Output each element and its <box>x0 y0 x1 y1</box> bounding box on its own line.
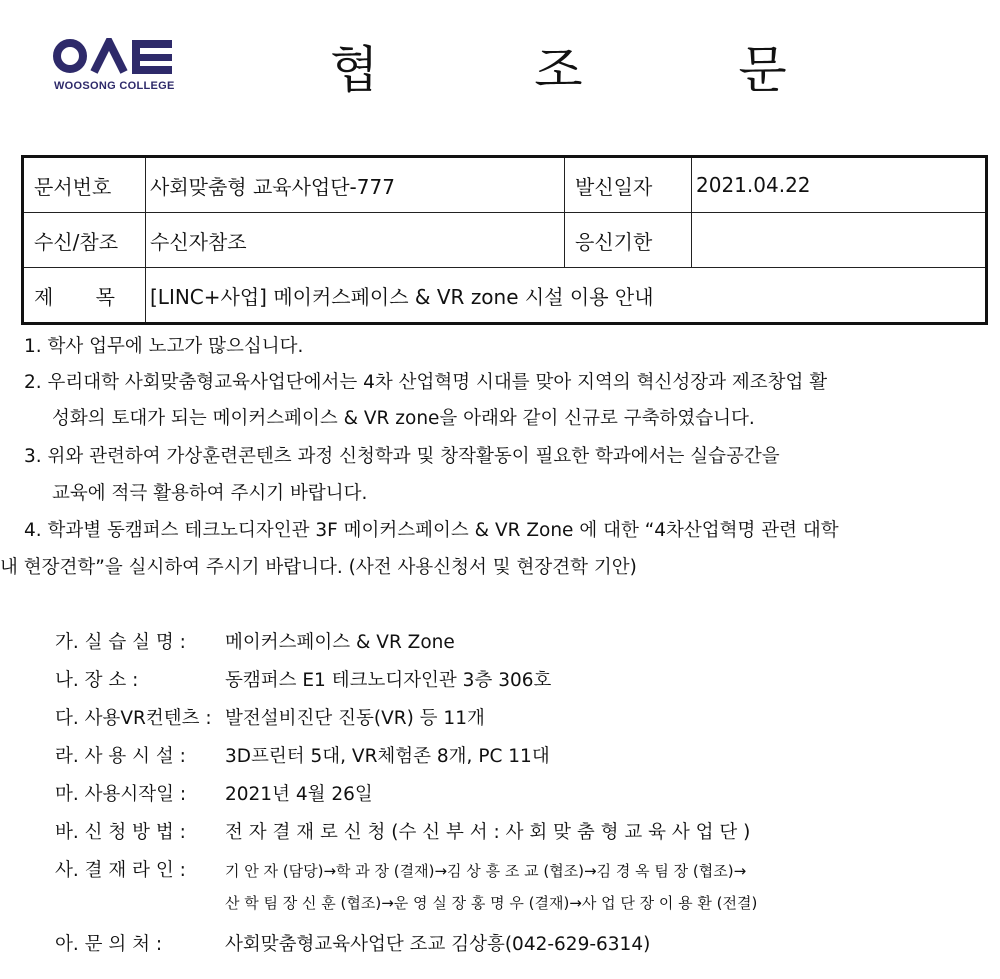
item-value: 메이커스페이스 & VR Zone <box>225 632 455 653</box>
document-info-table <box>21 155 988 325</box>
item-key: 아. 문 의 처 : <box>55 934 163 955</box>
list-item <box>55 930 650 956</box>
recipient-value: 수신자참조 <box>146 213 565 268</box>
paragraph-3-line-1: 3. 위와 관련하여 가상훈련콘텐츠 과정 신청학과 및 창작활동이 필요한 학과에서는 실습공간을 <box>24 446 780 467</box>
item-value: 사회맞춤형교육사업단 조교 김상흥(042-629-6314) <box>225 934 651 955</box>
paragraph-4-line-1: 4. 학과별 동캠퍼스 테크노디자인관 3F 메이커스페이스 & VR Zone 에 대한 “4차산업혁명 관련 대학 <box>24 520 839 541</box>
item-value: 2021년 4월 26일 <box>225 784 373 805</box>
college-logo <box>52 38 177 98</box>
list-item <box>55 704 485 730</box>
recipient-label: 수신/참조 <box>23 213 146 268</box>
list-item <box>55 666 551 692</box>
send-date-label: 발신일자 <box>565 157 692 213</box>
paragraph-3-line-2: 교육에 적극 활용하여 주시기 바랍니다. <box>52 483 368 504</box>
reply-deadline-value <box>692 213 987 268</box>
list-item <box>55 628 455 654</box>
send-date-value: 2021.04.22 <box>692 157 987 213</box>
item-value: 산 학 팀 장 신 훈 (협조)→운 영 실 장 홍 명 우 (결재)→사 업 단 장 이 용 환 (전결) <box>225 894 758 912</box>
item-value: 기 안 자 (담당)→학 과 장 (결재)→김 상 흥 조 교 (협조)→김 경 옥 팀 장 (협조)→ <box>225 862 747 880</box>
table-row <box>23 268 987 324</box>
doc-no-value: 사회맞춤형 교육사업단-777 <box>146 157 565 213</box>
item-value: 전 자 결 재 로 신 청 (수 신 부 서 : 사 회 맞 춤 형 교 육 사 업 단 ) <box>225 822 751 843</box>
item-value: 동캠퍼스 E1 테크노디자인관 3층 306호 <box>225 670 552 691</box>
table-row <box>23 213 987 268</box>
list-item <box>55 892 757 913</box>
list-item <box>55 742 550 768</box>
paragraph-1: 1. 학사 업무에 노고가 많으십니다. <box>24 336 304 357</box>
paragraph-2-line-2: 성화의 토대가 되는 메이커스페이스 & VR zone을 아래와 같이 신규로 구축하였습니다. <box>52 408 755 429</box>
paragraph-4-line-2: 내 현장견학”을 실시하여 주시기 바랍니다. (사전 사용신청서 및 현장견학 기안) <box>0 557 637 578</box>
item-key: 사. 결 재 라 인 : <box>55 860 186 881</box>
item-key: 마. 사용시작일 : <box>55 784 187 805</box>
logo-text: WOOSONG COLLEGE <box>54 80 175 92</box>
document-title: 협 조 문 <box>330 41 857 99</box>
list-item <box>55 780 373 806</box>
subject-label: 제 목 <box>23 268 146 324</box>
item-value: 발전설비진단 진동(VR) 등 11개 <box>225 708 485 729</box>
list-item <box>55 818 750 844</box>
table-row <box>23 157 987 213</box>
subject-value: [LINC+사업] 메이커스페이스 & VR zone 시설 이용 안내 <box>146 268 987 324</box>
item-key: 가. 실 습 실 명 : <box>55 632 186 653</box>
item-key: 바. 신 청 방 법 : <box>55 822 186 843</box>
reply-deadline-label: 응신기한 <box>565 213 692 268</box>
item-key: 다. 사용VR컨텐츠 : <box>55 708 212 729</box>
list-item <box>55 856 746 882</box>
logo-mark-icon <box>52 38 177 78</box>
item-key: 나. 장 소 : <box>55 670 139 691</box>
item-key: 라. 사 용 시 설 : <box>55 746 186 767</box>
item-value: 3D프린터 5대, VR체험존 8개, PC 11대 <box>225 746 550 767</box>
paragraph-2-line-1: 2. 우리대학 사회맞춤형교육사업단에서는 4차 산업혁명 시대를 맞아 지역의 혁신성장과 제조창업 활 <box>24 372 828 393</box>
doc-no-label: 문서번호 <box>23 157 146 213</box>
